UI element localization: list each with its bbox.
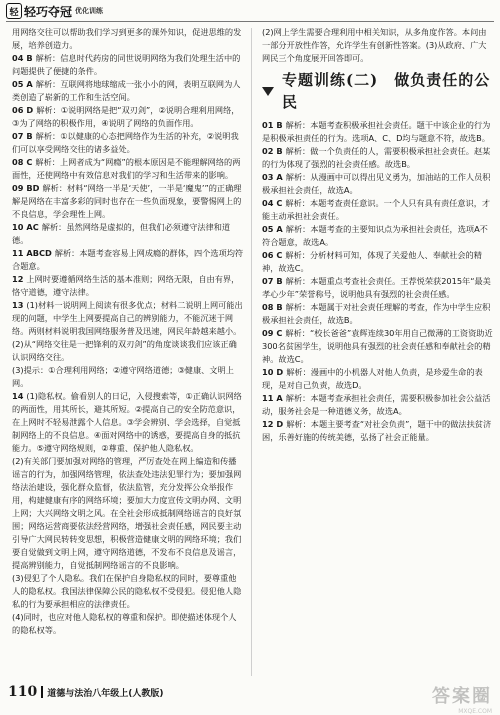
answer-choice: C <box>276 198 283 208</box>
watermark <box>382 682 492 715</box>
answer-text: 解析：“校长爸爸”袁辉连续30年用自己微薄的工资资助近300名贫困学生，说明他具有强烈的社会责任感和奉献社会的精神。故选C。 <box>262 328 493 364</box>
question-number: 11 <box>12 248 24 258</box>
answer-choice: B <box>276 146 283 156</box>
answer-choice: D <box>26 105 34 115</box>
answer-text: (1)隐私权。偷看别人的日记，入侵搜索等，①正确认识网络的两面性，用其所长，避其所短。②提高自己的安全防范意识，在上网时不轻易泄露个人信息。③学会辨别、学会选择，自觉抵制网络上的不良信息。④面对网络中的诱惑，要提高自身的抵抗能力。⑤遵守网络规则，②尊重、保护他人隐私权。 <box>12 391 242 453</box>
publisher-logo <box>6 3 103 20</box>
question-number: 12 <box>262 419 274 429</box>
logo-subtitle: 优化训练 <box>75 6 104 15</box>
answer-text: 解析：做一个负责任的人，需要积极承担社会责任。赵某的行为体现了强烈的社会责任感。故选B。 <box>262 146 491 169</box>
answer-choice: ABCD <box>26 248 52 258</box>
question-number: 04 <box>262 198 274 208</box>
answer-text: 解析：本题考查的主要知识点为承担社会责任，选项A不符合题意，故选A。 <box>262 224 488 247</box>
answer-text: 解析：材料“网络一半是‘天使’，一半是‘魔鬼’”的正确理解是网络在丰富多彩的同时也存在一些负面现象，要警惕网上的不良信息，学会理性上网。 <box>12 183 242 219</box>
answer-entry <box>12 611 244 637</box>
question-number: 04 <box>12 53 24 63</box>
answer-choice: C <box>276 250 283 260</box>
question-number: 05 <box>262 224 274 234</box>
answer-entry <box>12 26 244 52</box>
logo-emblem-icon: 轻 <box>6 3 22 19</box>
answer-text: (1)材料一说明网上阅读有很多优点；材料二说明上网可能出现的问题，中学生上网要提高自己的辨别能力，不能沉迷于网络。两则材料说明我国网络服务普及迅速，网民年龄越来越小。 <box>12 300 243 336</box>
answer-text: 解析：信息时代药房的同世说明网络为我们处理生活中的问题提供了便捷的条件。 <box>12 53 241 76</box>
answer-text: (4)同时，也应对他人隐私权的尊重和保护。即使描述体现个人的隐私权等。 <box>12 612 237 635</box>
answer-entry <box>12 572 244 611</box>
question-number: 02 <box>262 146 274 156</box>
header-rule <box>6 21 494 22</box>
answer-entry <box>12 364 244 390</box>
page-number: 110 <box>8 684 38 700</box>
left-column <box>12 26 244 676</box>
answer-choice: AC <box>26 222 39 232</box>
question-number: 09 <box>262 328 274 338</box>
answer-entry <box>12 338 244 364</box>
question-number: 07 <box>262 276 274 286</box>
answer-entry <box>12 247 244 273</box>
answer-entry <box>262 197 494 223</box>
answer-text: 解析：本题考查责任意识。一个人只有具有责任意识，才能主动承担社会责任。 <box>262 198 491 221</box>
answer-text: 解析：①以健康的心态把网络作为生活的补充，②说明我们可以享受网络交往的诸多益处。 <box>12 131 239 154</box>
answer-entry <box>262 223 494 249</box>
answer-entry <box>12 221 244 247</box>
answer-entry <box>262 171 494 197</box>
answer-choice: B <box>276 302 283 312</box>
answer-choice: D <box>276 419 284 429</box>
page-footer <box>8 684 163 700</box>
question-number: 14 <box>12 391 24 401</box>
question-number: 09 <box>12 183 24 193</box>
question-number: 10 <box>12 222 24 232</box>
question-number: 11 <box>262 393 274 403</box>
answer-entry <box>262 119 494 145</box>
question-number: 13 <box>12 300 24 310</box>
answer-choice: A <box>276 224 283 234</box>
answer-text: 解析：本题主要考查“对社会负责”，题干中的做法扶贫济困，乐善好施的传统美德，弘扬了社会正能量。 <box>262 419 492 442</box>
answer-entry <box>12 390 244 455</box>
right-column-answers <box>262 119 494 444</box>
book-title: 道德与法治八年级上(人教版) <box>47 688 164 699</box>
answer-entry <box>12 273 244 299</box>
question-number: 03 <box>262 172 274 182</box>
answer-entry <box>262 275 494 301</box>
question-number: 01 <box>262 120 274 130</box>
answer-entry <box>12 156 244 182</box>
answer-text: 解析：本题考查承担社会责任，需要积极参加社会公益活动，服务社会是一种道德义务，故选A。 <box>262 393 491 416</box>
answer-entry <box>12 52 244 78</box>
answer-entry <box>262 301 494 327</box>
answer-text: (3)侵犯了个人隐私。我们在保护自身隐私权的同时，要尊重他人的隐私权。我国法律保障公民的隐私权不受侵犯。侵犯他人隐私的行为要承担相应的法律责任。 <box>12 573 242 609</box>
triangle-icon <box>262 87 274 96</box>
answer-choice: B <box>26 131 33 141</box>
footer-separator <box>41 686 43 698</box>
question-number: 08 <box>262 302 274 312</box>
answer-text: (3)提示：①合理利用网络；②遵守网络道德；③健康、文明上网。 <box>12 365 234 388</box>
watermark-logo: 答案圈 <box>432 686 492 707</box>
answer-text: 解析：互联网将地球缩成一张小小的网，表明互联网为人类创造了崭新的工作和生活空间。 <box>12 79 241 102</box>
answer-choice: D <box>276 367 284 377</box>
question-number: 05 <box>12 79 24 89</box>
section-title <box>262 69 494 113</box>
answer-text: 解析：上网者成为“网瘾”的根本原因是不能理解网络的两面性，还使网络中有效信息对我们的学习和生活带来的影响。 <box>12 157 241 180</box>
answer-text: 解析：本题考查容易上网成瘾的群体，四个选项均符合题意。 <box>12 248 244 271</box>
watermark-url: MXQE.COM <box>458 708 492 715</box>
answer-text: 解析：①说明网络是把“双刃剑”，②说明合理利用网络，③为了网络的积极作用，④说明了网络的负面作用。 <box>12 105 240 128</box>
logo-text: 轻巧夺冠 <box>24 4 73 19</box>
right-column-continuation <box>262 26 494 65</box>
answer-text: (2)有关部门要加强对网络的管理，严厉查处在网上编造和传播谣言的行为，加强网络管理，依法查处违法犯罪行为；要加强网络法治建设，强化群众监督，依法监管，充分发挥公众举报作用，构建健康有序的网络环境；要加大力度宣传文明办网、文明上网；大兴网络文明之风。在全社会形成抵制网络谣言的良好氛围；网络运营商要依法经营网络，增强社会责任感，网民要主动引导广大网民转转变思想，积极营造健康文明的网络环境；我们要自觉做到文明上网，遵守网络道德，不发布不良信息及谣言，提高辨别能力，自觉抵制网络谣言的不良影响。 <box>12 456 242 570</box>
page-header <box>0 0 500 22</box>
answer-entry <box>12 182 244 221</box>
answer-entry <box>262 392 494 418</box>
answer-entry <box>262 327 494 366</box>
answer-text: 解析：本题重点考查社会责任。王荐悦荣获2015年“最美孝心少年”荣誉称号，说明他具有强烈的社会责任感。 <box>262 276 491 299</box>
answer-choice: A <box>26 79 33 89</box>
answer-text: 上网时要遵循网络生活的基本准则；网络无限，自由有界，恪守道德，遵守法律。 <box>12 274 240 297</box>
answer-text: 解析：从漫画中可以得出见义勇为，加油站的工作人员积极承担社会责任，故选A。 <box>262 172 491 195</box>
answer-text: 解析：分析材料可知，体现了关爱他人、奉献社会的精神，故选C。 <box>262 250 482 273</box>
answer-entry <box>262 418 494 444</box>
answer-entry <box>262 145 494 171</box>
answer-text: (2)网上学生需要合理利用中相关知识，从多角度作答。本问由一部分开放性作答，允许学生有创新性答案。(3)从政府、广大网民三个角度展开回答即可。 <box>262 27 487 63</box>
column-divider <box>251 28 252 676</box>
question-number: 06 <box>12 105 24 115</box>
answer-choice: C <box>276 328 283 338</box>
question-number: 06 <box>262 250 274 260</box>
question-number: 08 <box>12 157 24 167</box>
answer-entry <box>262 26 494 65</box>
answer-choice: A <box>276 172 283 182</box>
answer-entry <box>12 455 244 572</box>
answer-text: 用网络交往可以帮助我们学习到更多的课外知识，促进思维的发展，培养创造力。 <box>12 27 242 50</box>
answer-choice: C <box>26 157 33 167</box>
answer-entry <box>12 130 244 156</box>
answer-text: 解析：本题考查积极承担社会责任。题干中该企业的行为是积极承担责任的行为。选项A、C、D均与题意不符，故选B。 <box>262 120 491 143</box>
answer-entry <box>262 366 494 392</box>
answer-choice: B <box>276 120 283 130</box>
answer-text: 解析：漫画中的小机器人对他人负责，是珍爱生命的表现，是对自己负责，故选D。 <box>262 367 483 390</box>
section-title-text: 专题训练(二) 做负责任的公民 <box>282 71 491 111</box>
answer-entry <box>12 78 244 104</box>
question-number: 12 <box>12 274 24 284</box>
question-number: 07 <box>12 131 24 141</box>
answer-choice: B <box>26 53 33 63</box>
answer-entry <box>262 249 494 275</box>
answer-choice: A <box>276 393 283 403</box>
right-column <box>262 26 494 676</box>
answer-entry <box>12 299 244 338</box>
answer-choice: BD <box>26 183 40 193</box>
answer-text: 解析：本题属于对社会责任理解的考查，作为中学生应积极承担社会责任，故选B。 <box>262 302 491 325</box>
answer-text: (2)从“网络交往是一把锋利的双刃剑”的角度谈谈我们应该正确认识网络交往。 <box>12 339 237 362</box>
answer-text: 解析：虽然网络是虚拟的，但我们必须遵守法律和道德。 <box>12 222 231 245</box>
answer-choice: B <box>276 276 283 286</box>
answer-entry <box>12 104 244 130</box>
question-number: 10 <box>262 367 274 377</box>
